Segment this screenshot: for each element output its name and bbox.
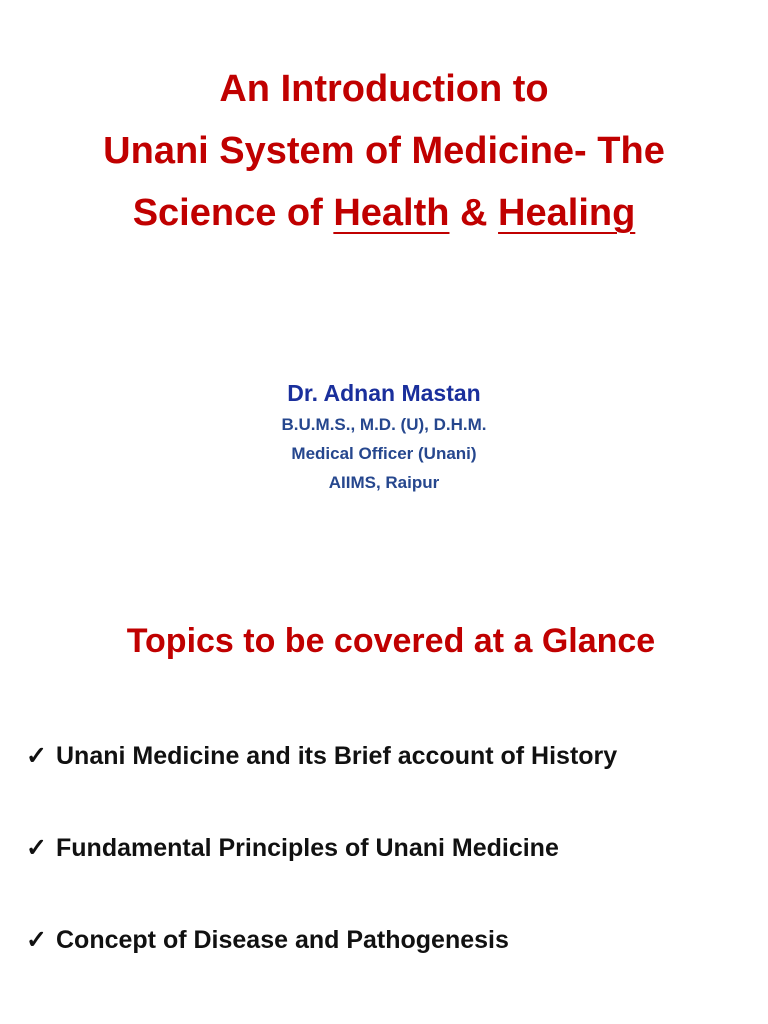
list-item bbox=[26, 920, 740, 960]
title-line-3-prefix: Science of bbox=[132, 192, 334, 234]
title-line-3 bbox=[20, 182, 748, 244]
title-ampersand: & bbox=[449, 192, 499, 234]
title-health-word: Health bbox=[333, 192, 450, 234]
title-line-2: Unani System of Medicine- The bbox=[103, 130, 665, 172]
author-degrees: B.U.M.S., M.D. (U), D.H.M. bbox=[281, 415, 487, 434]
author-position: Medical Officer (Unani) bbox=[291, 444, 477, 463]
title-healing-word: Healing bbox=[498, 192, 636, 234]
author-institution: AIIMS, Raipur bbox=[328, 473, 440, 492]
topic-text: Fundamental Principles of Unani Medicine bbox=[56, 834, 559, 862]
topics-list bbox=[26, 736, 740, 960]
author-name: Dr. Adnan Mastan bbox=[287, 380, 481, 406]
topic-text: Concept of Disease and Pathogenesis bbox=[56, 926, 509, 954]
list-item bbox=[26, 736, 740, 776]
topics-heading: Topics to be covered at a Glance bbox=[126, 622, 656, 660]
list-item bbox=[26, 828, 740, 868]
topic-text: Unani Medicine and its Brief account of History bbox=[56, 742, 618, 770]
author-block bbox=[0, 376, 768, 497]
checkmark-icon: ✓ bbox=[26, 834, 47, 862]
title-line-1: An Introduction to bbox=[219, 68, 549, 110]
checkmark-icon: ✓ bbox=[26, 926, 47, 954]
checkmark-icon: ✓ bbox=[26, 742, 47, 770]
slide-title bbox=[20, 58, 748, 244]
